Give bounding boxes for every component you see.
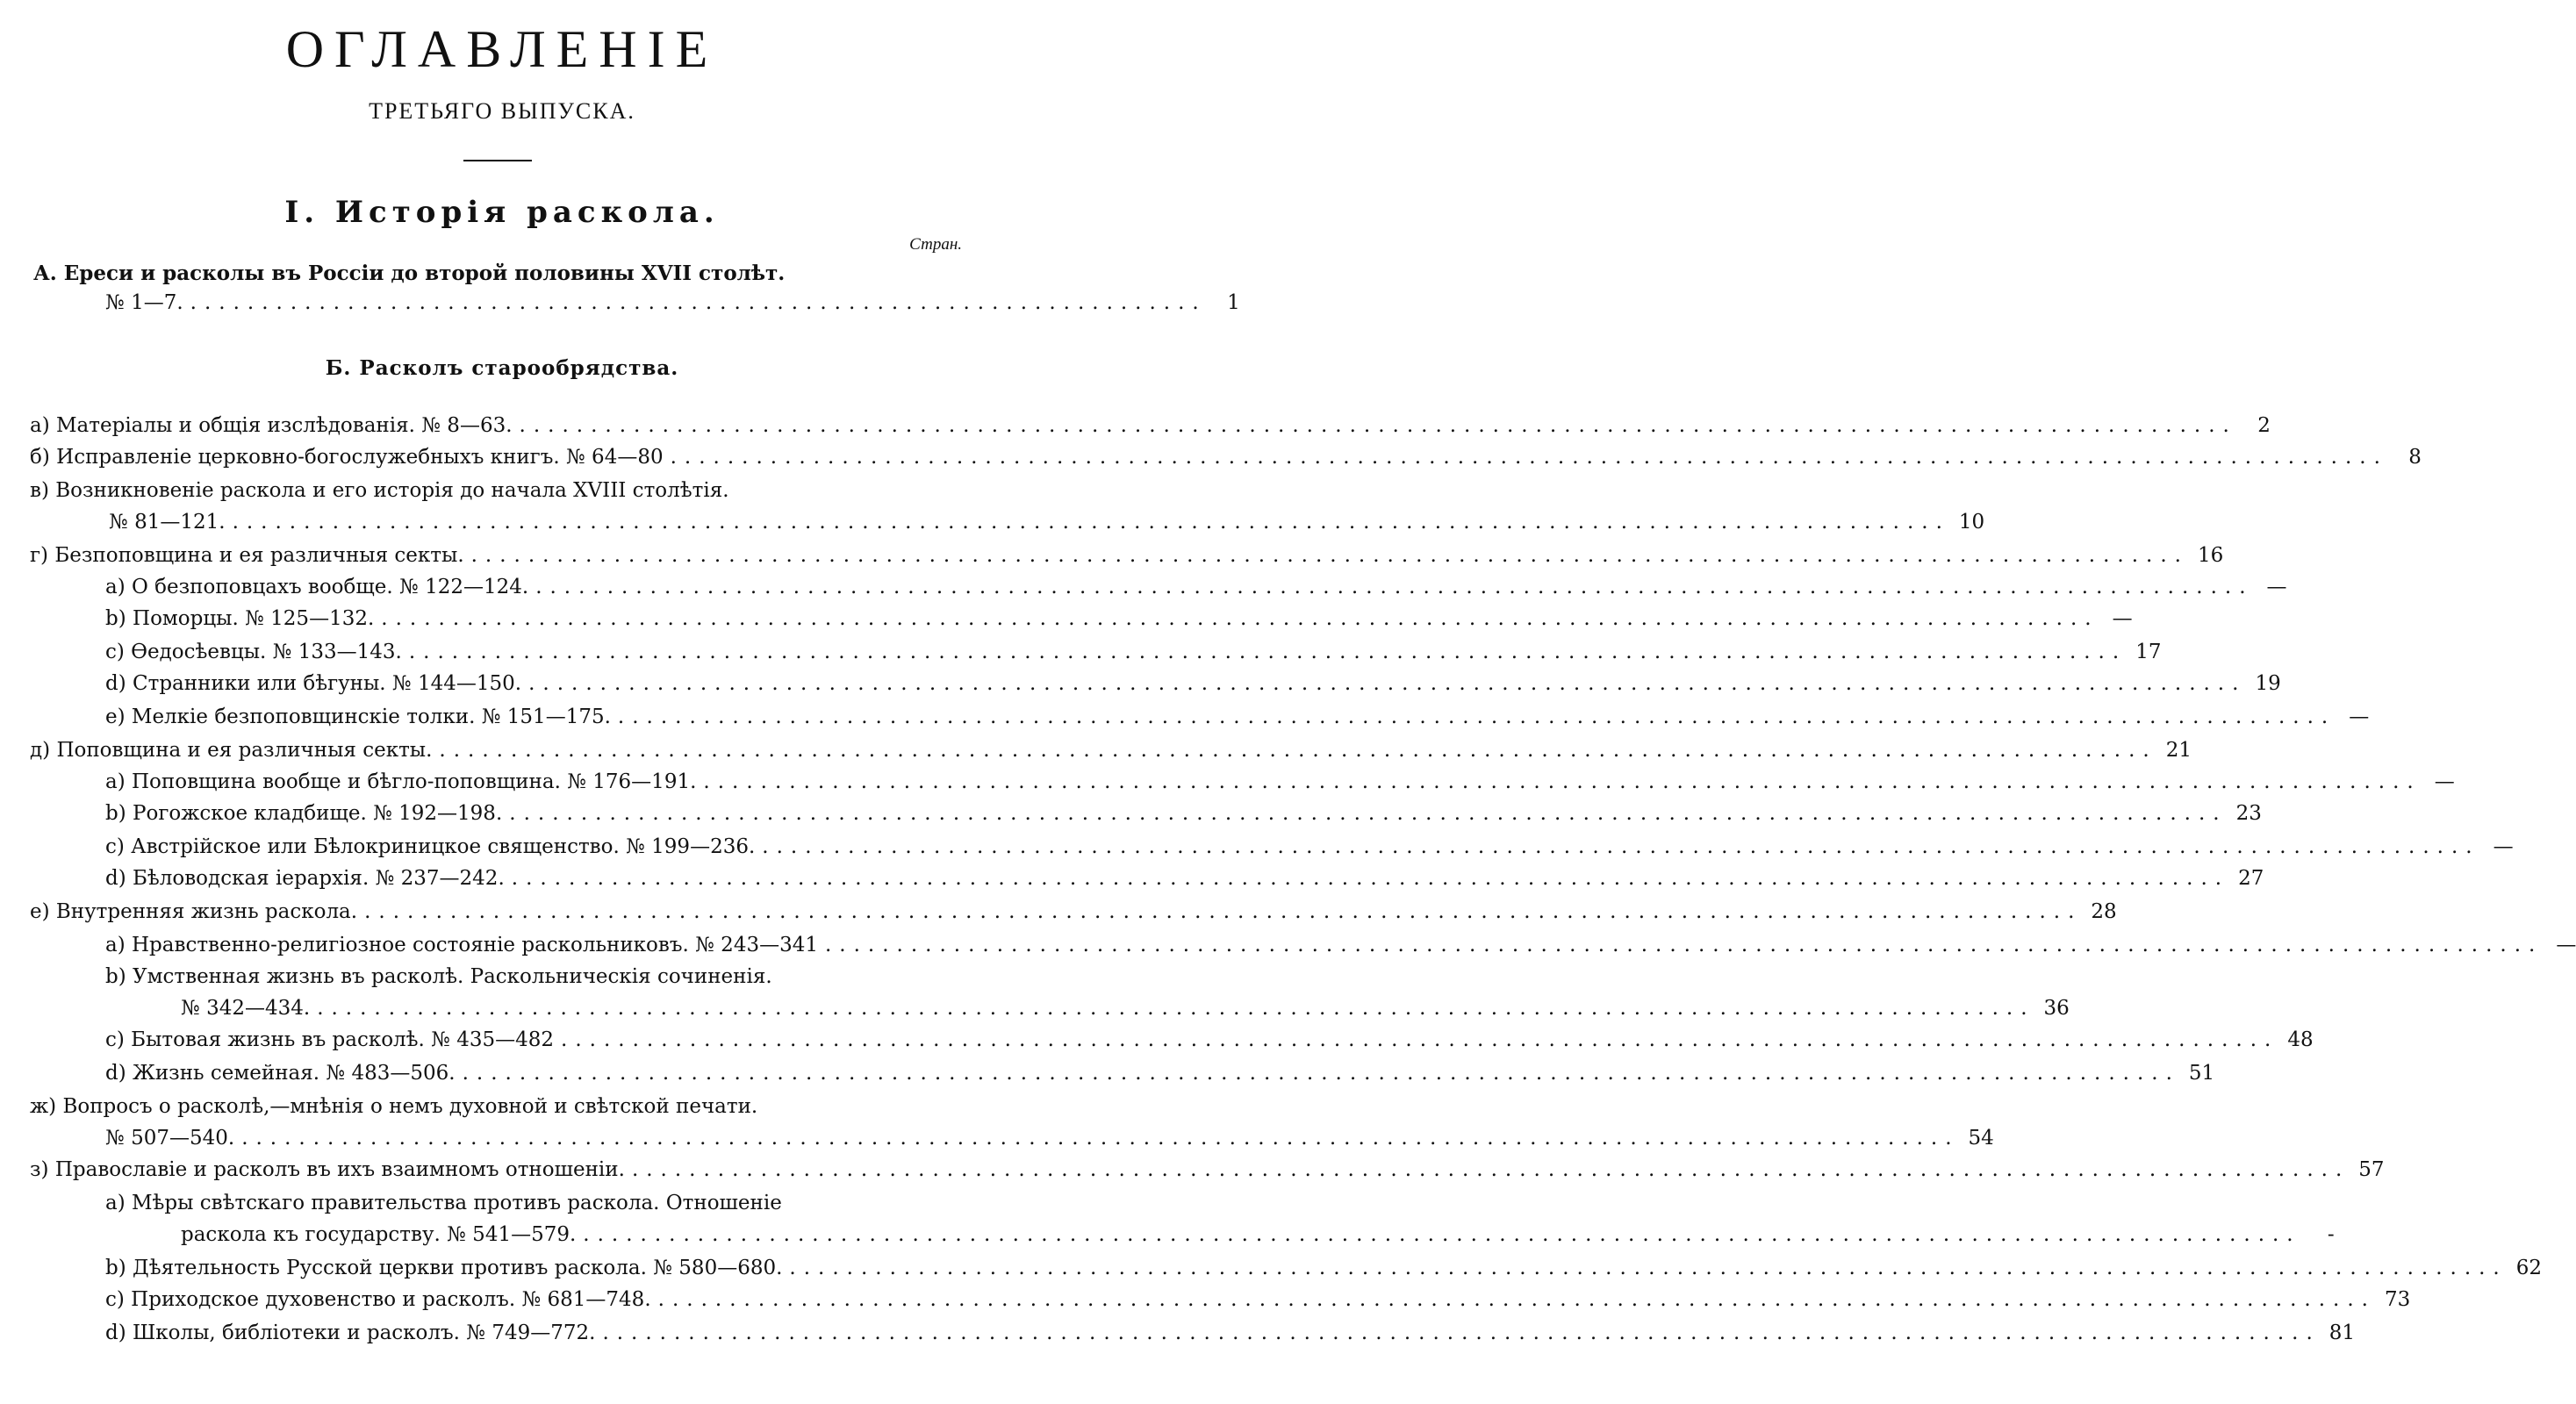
toc-entry-text: а) Матеріалы и общія изслѣдованія. № 8—63.	[30, 414, 513, 437]
toc-entry-text: a) О безпоповцахъ вообще. № 122—124.	[105, 576, 529, 598]
page-number: —	[2349, 706, 2370, 728]
dot-leader: ........................................................................................................................	[762, 835, 2480, 858]
page-column-label: Стран.	[909, 235, 962, 254]
toc-entry-text: b) Рогожское кладбище. № 192—198.	[105, 802, 503, 825]
toc-entry	[30, 900, 2117, 930]
dot-leader: ........................................................................................................................	[519, 414, 2237, 437]
toc-entry	[105, 641, 2162, 670]
toc-entry	[105, 1322, 2356, 1351]
page-number: 73	[2384, 1288, 2411, 1311]
toc-entry-text: д) Поповщина и ея различныя секты.	[30, 739, 433, 762]
section-a-range: № 1—7.	[105, 291, 183, 314]
toc-entry-text: d) Жизнь семейная. № 483—506.	[105, 1062, 456, 1085]
dot-leader: ........................................................................................................................	[789, 1257, 2508, 1279]
page-number: 54	[1968, 1127, 1994, 1150]
dot-leader: ........................................................................................................................	[241, 1127, 1960, 1150]
page-number: 81	[2328, 1322, 2356, 1344]
page-number: 8	[2408, 446, 2422, 469]
toc-entry-text: з) Православіе и расколъ въ ихъ взаимномъ отношеніи.	[30, 1158, 625, 1181]
dot-leader: ........................................................................................................................	[703, 770, 2422, 793]
toc-entry-text: d) Странники или бѣгуны. № 144—150.	[105, 672, 522, 695]
page-number: 48	[2287, 1028, 2314, 1051]
divider-rule	[463, 160, 532, 161]
dot-leader: ........................................................................................................................	[509, 802, 2228, 825]
page-number: 28	[2091, 900, 2117, 923]
toc-entry	[181, 997, 2070, 1027]
toc-entry	[30, 739, 2192, 769]
dot-leader: ........................................................................................................................	[528, 672, 2247, 695]
toc-entry	[105, 607, 2133, 637]
toc-entry-text: ж) Вопросъ о расколѣ,—мнѣнія о немъ духовной и свѣтской печати.	[30, 1095, 758, 1118]
toc-entry	[30, 414, 2271, 444]
dot-leader: ........................................................................................................................	[535, 576, 2254, 598]
toc-entry	[105, 934, 2576, 963]
page-number: 21	[2165, 739, 2192, 762]
page-number: 23	[2235, 802, 2262, 825]
toc-entry	[105, 672, 2281, 702]
section-a-range-row	[105, 291, 1240, 321]
toc-entry-text: a) Поповщина вообще и бѣгло-поповщина. № 176—191.	[105, 770, 697, 793]
toc-entry-text: b) Поморцы. № 125—132.	[105, 607, 375, 630]
toc-entry-text: c) Австрійское или Бѣлокриницкое священство. № 199—236.	[105, 835, 756, 858]
page-number: 2	[2257, 414, 2271, 437]
toc-entry	[30, 446, 2422, 476]
toc-entry	[105, 1127, 1994, 1157]
dot-leader: ........................................................................................................................	[617, 706, 2336, 728]
dot-leader: ........................................................................................................................	[408, 641, 2128, 663]
toc-entry-text: c) Приходское духовенство и расколъ. № 681—748.	[105, 1288, 651, 1311]
dot-leader: ........................................................................................................................	[602, 1322, 2321, 1344]
dot-leader: ........................................................................................................................	[657, 1288, 2376, 1311]
dot-leader: ........................................................................................................................	[439, 739, 2157, 762]
toc-entry	[105, 1028, 2314, 1058]
toc-entry	[109, 511, 1985, 541]
toc-entry	[105, 1257, 2543, 1286]
toc-entry-continuation: № 342—434.	[181, 997, 311, 1020]
dot-leader: ........................................................................................................................	[232, 511, 1950, 534]
dot-leader: ........................................................................................................................	[462, 1062, 2180, 1085]
toc-entry-text: е) Внутренняя жизнь раскола.	[30, 900, 358, 923]
part-heading: I. Исторія раскола.	[284, 195, 720, 230]
toc-entry-continuation: № 81—121.	[109, 511, 226, 534]
dot-leader: ........................................................................................................................	[670, 446, 2388, 469]
page-number: 1	[1227, 291, 1240, 314]
page-number: 51	[2188, 1062, 2215, 1085]
toc-entry	[105, 867, 2264, 897]
page-number: —	[2266, 576, 2287, 598]
toc-entry-text: d) Бѣловодская іерархія. № 237—242.	[105, 867, 505, 890]
dot-leader: ........................................................................................................................	[561, 1028, 2279, 1051]
toc-entry-text: e) Мелкіе безпоповщинскіе толки. № 151—175.	[105, 706, 611, 728]
page-number: —	[2556, 934, 2576, 956]
toc-entry-text: a) Мѣры свѣтскаго правительства противъ раскола. Отношеніе	[105, 1192, 782, 1214]
dot-leader: ........................................................................................................................	[511, 867, 2230, 890]
dot-leader: ........................................................................................................................	[381, 607, 2099, 630]
toc-entry	[105, 770, 2455, 800]
toc-entry-text: c) Бытовая жизнь въ расколѣ. № 435—482	[105, 1028, 555, 1051]
page-subtitle: ТРЕТЬЯГО ВЫПУСКА.	[369, 98, 635, 124]
dot-leader: ........................................................................................................................	[364, 900, 2083, 923]
toc-entry	[105, 1062, 2215, 1092]
toc-entry	[30, 1158, 2385, 1188]
toc-entry	[105, 835, 2514, 865]
page-number: 27	[2238, 867, 2264, 890]
page-number: 19	[2255, 672, 2281, 695]
section-b-heading: Б. Расколъ старообрядства.	[325, 356, 679, 380]
page-number: 16	[2197, 544, 2224, 567]
toc-entry-text: d) Школы, библіотеки и расколъ. № 749—772.	[105, 1322, 596, 1344]
toc-entry-text: в) Возникновеніе раскола и его исторія до начала XVIII столѣтія.	[30, 479, 729, 502]
toc-entry-text: г) Безпоповщина и ея различныя секты.	[30, 544, 464, 567]
toc-entry	[105, 706, 2370, 735]
page-title: ОГЛАВЛЕНІЕ	[285, 20, 719, 78]
dot-leader: ........................................................................................................................	[631, 1158, 2350, 1181]
dot-leader: ........................................................................................................................	[317, 997, 2035, 1020]
toc-entry-text: a) Нравственно-религіозное состояніе раскольниковъ. № 243—341	[105, 934, 818, 956]
toc-entry-continuation: раскола къ государству. № 541—579.	[181, 1223, 577, 1246]
page-number: 17	[2135, 641, 2162, 663]
page-number: —	[2434, 770, 2455, 793]
dot-leader: ........................................................................................................................	[583, 1223, 2301, 1246]
page-number: 57	[2358, 1158, 2385, 1181]
dot-leader: .......................................................................	[190, 291, 1207, 314]
toc-entry	[181, 1223, 2335, 1253]
toc-entry	[105, 576, 2287, 605]
toc-entry-text: б) Исправленіе церковно-богослужебныхъ книгъ. № 64—80	[30, 446, 664, 469]
toc-entry	[30, 544, 2224, 574]
toc-entry-text: b) Умственная жизнь въ расколѣ. Раскольническія сочиненія.	[105, 965, 772, 988]
toc-entry	[105, 1288, 2411, 1318]
page-number: 10	[1958, 511, 1985, 534]
page-number: 62	[2515, 1257, 2543, 1279]
toc-entry	[105, 802, 2262, 832]
page-number: —	[2493, 835, 2514, 858]
page-number: —	[2112, 607, 2133, 630]
page-number: 36	[2043, 997, 2070, 1020]
dot-leader: ........................................................................................................................	[470, 544, 2189, 567]
toc-entry-text: b) Дѣятельность Русской церкви противъ раскола. № 580—680.	[105, 1257, 783, 1279]
dot-leader: ........................................................................................................................	[825, 934, 2544, 956]
page-number: -	[2327, 1223, 2335, 1246]
toc-entry-continuation: № 507—540.	[105, 1127, 235, 1150]
toc-entry-text: c) Ѳедосѣевцы. № 133—143.	[105, 641, 402, 663]
section-a-heading: А. Ереси и расколы въ Россіи до второй половины XVII столѣт.	[33, 261, 786, 285]
